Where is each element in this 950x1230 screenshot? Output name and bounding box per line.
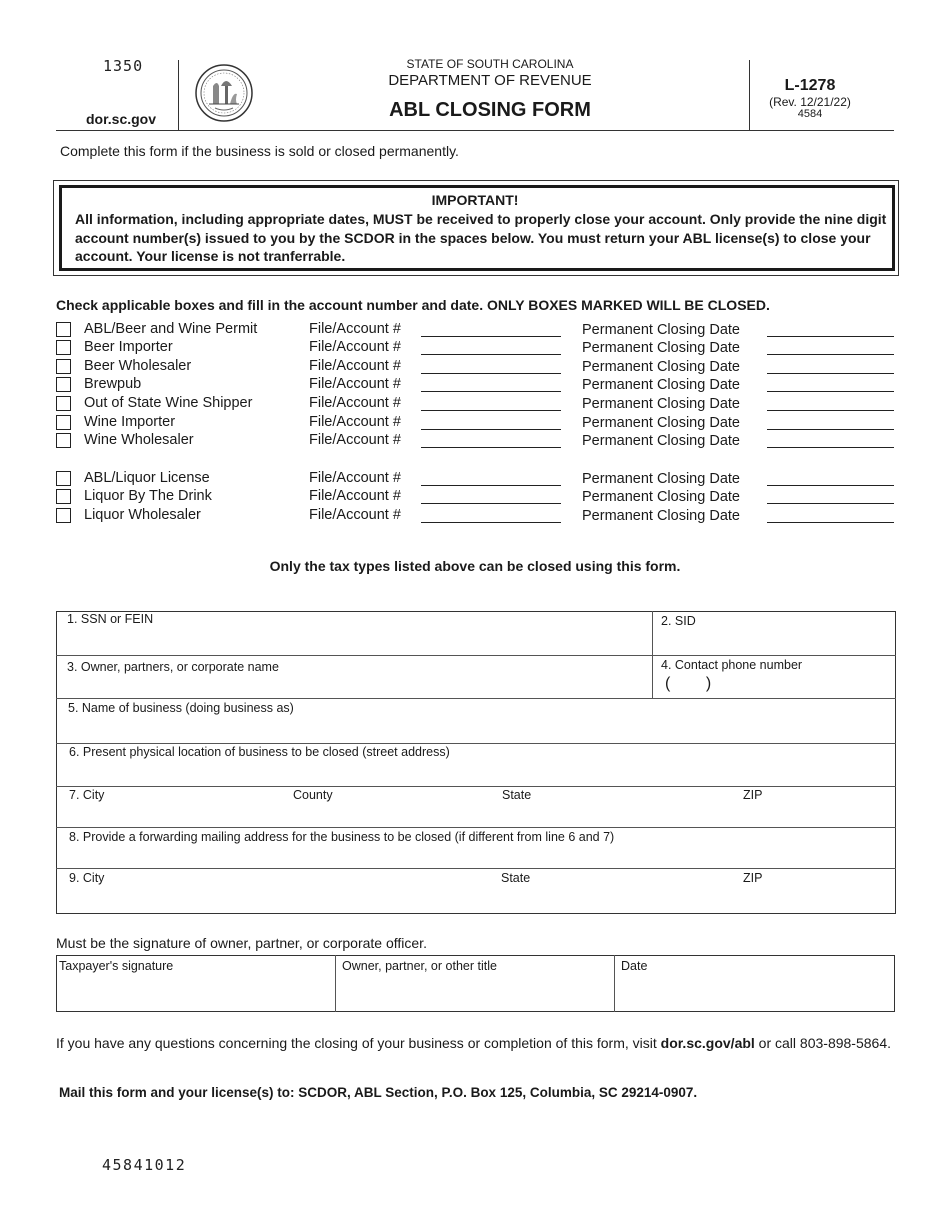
form-code: 1350 <box>103 57 144 75</box>
license-label: Liquor By The Drink <box>84 488 212 504</box>
closing-date-input-line[interactable] <box>767 373 894 374</box>
account-label: File/Account # <box>309 321 401 337</box>
revision-code: 4584 <box>797 108 823 120</box>
grid-divider <box>56 655 896 656</box>
closing-date-input-line[interactable] <box>767 447 894 448</box>
license-row-wine-wholesaler <box>0 432 950 450</box>
mailing-instructions: Mail this form and your license(s) to: SCDOR, ABL Section, P.O. Box 125, Columbia, SC 29214-0907. <box>59 1085 698 1100</box>
grid-divider <box>56 786 896 787</box>
physical-location-field[interactable]: 6. Present physical location of business to be closed (street address) <box>69 745 450 759</box>
license-label: Beer Wholesaler <box>84 358 192 374</box>
barcode-number: 45841012 <box>102 1156 187 1174</box>
grid-divider <box>614 955 615 1012</box>
checkbox-liquor-by-drink[interactable] <box>56 489 71 504</box>
business-name-field[interactable]: 5. Name of business (doing business as) <box>68 701 294 715</box>
license-label: Wine Importer <box>84 414 176 430</box>
account-label: File/Account # <box>309 358 401 374</box>
zip2-field[interactable]: ZIP <box>743 871 763 885</box>
owner-name-field[interactable]: 3. Owner, partners, or corporate name <box>67 660 279 674</box>
license-row-wine-importer <box>0 414 950 432</box>
city-field[interactable]: 7. City <box>69 788 105 802</box>
grid-divider <box>335 955 336 1012</box>
signature-date-field[interactable]: Date <box>621 959 648 973</box>
county-field[interactable]: County <box>293 788 333 802</box>
license-label: ABL/Liquor License <box>84 470 210 486</box>
closing-date-input-line[interactable] <box>767 522 894 523</box>
account-input-line[interactable] <box>421 391 561 392</box>
header-divider-right <box>749 60 750 130</box>
license-row-liquor-by-drink <box>0 488 950 506</box>
phone-area-code: ( ) <box>665 675 712 692</box>
account-input-line[interactable] <box>421 522 561 523</box>
checkbox-wine-importer[interactable] <box>56 415 71 430</box>
closing-date-input-line[interactable] <box>767 336 894 337</box>
license-label: Beer Importer <box>84 339 173 355</box>
closing-date-input-line[interactable] <box>767 503 894 504</box>
closing-date-label: Permanent Closing Date <box>582 489 740 505</box>
state-seal-icon <box>195 64 253 122</box>
checkbox-brewpub[interactable] <box>56 377 71 392</box>
sid-field[interactable]: 2. SID <box>661 614 696 628</box>
state-field[interactable]: State <box>502 788 532 802</box>
important-heading: IMPORTANT! <box>431 192 519 208</box>
license-row-liquor-wholesaler <box>0 507 950 525</box>
contact-info <box>56 1034 896 1052</box>
contact-text-before: If you have any questions concerning the closing of your business or completion of this form, visit <box>56 1035 661 1051</box>
account-label: File/Account # <box>309 339 401 355</box>
account-input-line[interactable] <box>421 354 561 355</box>
account-label: File/Account # <box>309 395 401 411</box>
closing-date-label: Permanent Closing Date <box>582 415 740 431</box>
contact-phone-field[interactable]: 4. Contact phone number <box>661 658 803 672</box>
closing-date-label: Permanent Closing Date <box>582 377 740 393</box>
forwarding-address-field[interactable]: 8. Provide a forwarding mailing address for the business to be closed (if different from line 6 and 7) <box>69 830 615 844</box>
grid-divider <box>56 743 896 744</box>
closing-date-label: Permanent Closing Date <box>582 396 740 412</box>
account-input-line[interactable] <box>421 336 561 337</box>
license-label: Out of State Wine Shipper <box>84 395 253 411</box>
account-input-line[interactable] <box>421 373 561 374</box>
license-row-beer-importer <box>0 339 950 357</box>
account-input-line[interactable] <box>421 429 561 430</box>
grid-divider <box>56 698 896 699</box>
account-label: File/Account # <box>309 470 401 486</box>
revision-date: (Rev. 12/21/22) <box>769 95 851 109</box>
signature-intro: Must be the signature of owner, partner, or corporate officer. <box>56 935 427 951</box>
closing-date-input-line[interactable] <box>767 391 894 392</box>
check-instructions: Check applicable boxes and fill in the account number and date. ONLY BOXES MARKED WILL BE CLOSED. <box>56 297 770 313</box>
header-rule <box>56 130 894 131</box>
contact-text-after: or call 803-898-5864. <box>754 1035 891 1051</box>
department-name: DEPARTMENT OF REVENUE <box>388 72 592 89</box>
closing-date-label: Permanent Closing Date <box>582 340 740 356</box>
checkbox-wine-wholesaler[interactable] <box>56 433 71 448</box>
state-name: STATE OF SOUTH CAROLINA <box>406 57 574 71</box>
abl-link[interactable]: dor.sc.gov/abl <box>660 1035 755 1051</box>
ssn-fein-field[interactable]: 1. SSN or FEIN <box>67 612 154 626</box>
city2-field[interactable]: 9. City <box>69 871 105 885</box>
account-input-line[interactable] <box>421 503 561 504</box>
account-input-line[interactable] <box>421 485 561 486</box>
license-label: Wine Wholesaler <box>84 432 194 448</box>
license-row-brewpub <box>0 376 950 394</box>
form-title: ABL CLOSING FORM <box>389 99 591 121</box>
zip-field[interactable]: ZIP <box>743 788 763 802</box>
state2-field[interactable]: State <box>501 871 531 885</box>
checkbox-wine-shipper[interactable] <box>56 396 71 411</box>
closing-date-input-line[interactable] <box>767 410 894 411</box>
closing-date-input-line[interactable] <box>767 429 894 430</box>
checkbox-beer-wine-permit[interactable] <box>56 322 71 337</box>
checkbox-beer-importer[interactable] <box>56 340 71 355</box>
license-row-beer-wine-permit <box>0 321 950 339</box>
account-label: File/Account # <box>309 432 401 448</box>
account-label: File/Account # <box>309 376 401 392</box>
checkbox-beer-wholesaler[interactable] <box>56 359 71 374</box>
closing-date-label: Permanent Closing Date <box>582 359 740 375</box>
tax-types-note: Only the tax types listed above can be closed using this form. <box>269 558 681 574</box>
account-label: File/Account # <box>309 488 401 504</box>
intro-text: Complete this form if the business is sold or closed permanently. <box>60 143 459 159</box>
website-label: dor.sc.gov <box>86 111 157 127</box>
account-input-line[interactable] <box>421 447 561 448</box>
owner-title-field[interactable]: Owner, partner, or other title <box>342 959 497 973</box>
closing-date-input-line[interactable] <box>767 354 894 355</box>
checkbox-liquor-license[interactable] <box>56 471 71 486</box>
grid-divider <box>56 868 896 869</box>
grid-divider <box>56 827 896 828</box>
taxpayer-signature-field[interactable]: Taxpayer's signature <box>59 959 174 973</box>
checkbox-liquor-wholesaler[interactable] <box>56 508 71 523</box>
form-number: L-1278 <box>784 77 836 94</box>
license-label: Liquor Wholesaler <box>84 507 201 523</box>
closing-date-label: Permanent Closing Date <box>582 471 740 487</box>
license-row-liquor-license <box>0 470 950 488</box>
license-row-wine-shipper <box>0 395 950 413</box>
license-row-beer-wholesaler <box>0 358 950 376</box>
license-label: ABL/Beer and Wine Permit <box>84 321 258 337</box>
header-divider-left <box>178 60 179 130</box>
closing-date-label: Permanent Closing Date <box>582 322 740 338</box>
closing-date-input-line[interactable] <box>767 485 894 486</box>
closing-date-label: Permanent Closing Date <box>582 508 740 524</box>
account-label: File/Account # <box>309 507 401 523</box>
closing-date-label: Permanent Closing Date <box>582 433 740 449</box>
account-label: File/Account # <box>309 414 401 430</box>
important-body: All information, including appropriate dates, MUST be received to properly close your account. Only provide the nine digit account number(s) issued to you by the SCDOR in the spaces below. You must return your ABL license(s) to close your account. Your license is not tranferrable. <box>75 211 887 264</box>
account-input-line[interactable] <box>421 410 561 411</box>
license-label: Brewpub <box>84 376 142 392</box>
